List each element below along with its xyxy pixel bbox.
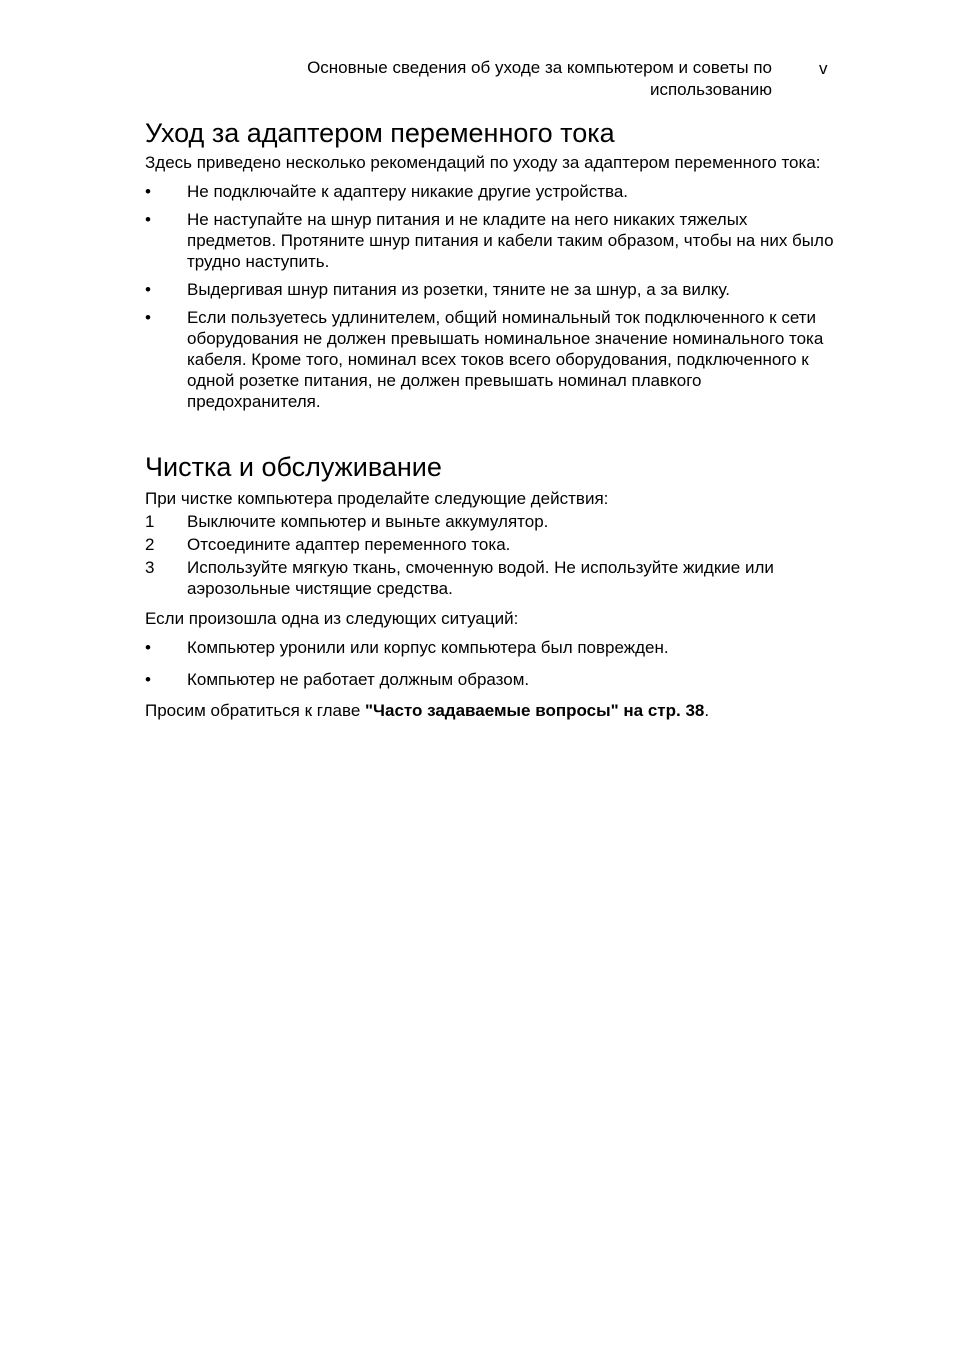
page-number: v [819, 59, 828, 78]
bullet-marker: • [145, 280, 151, 299]
adapter-section [145, 117, 835, 412]
list-item [145, 637, 835, 658]
bullet-marker: • [145, 210, 151, 229]
step-number: 3 [145, 558, 155, 577]
step-text: Используйте мягкую ткань, смоченную водой. Не используйте жидкие или аэрозольные чистящие средства. [187, 558, 774, 598]
list-item-text: Компьютер не работает должным образом. [187, 670, 530, 689]
closing-paragraph [145, 700, 835, 721]
situations-bullet-list [145, 637, 835, 690]
cleaning-intro: При чистке компьютера проделайте следующие действия: [145, 489, 609, 508]
step-number: 1 [145, 512, 155, 531]
closing-prefix: Просим обратиться к главе [145, 701, 365, 720]
cleaning-section [145, 451, 835, 721]
step-item [145, 511, 835, 532]
adapter-bullet-list [145, 181, 835, 412]
situations-intro: Если произошла одна из следующих ситуаций: [145, 609, 519, 628]
step-text: Выключите компьютер и выньте аккумулятор. [187, 512, 549, 531]
list-item-text: Компьютер уронили или корпус компьютера был поврежден. [187, 638, 669, 657]
step-item [145, 534, 835, 555]
faq-cross-reference-link[interactable]: "Часто задаваемые вопросы" на стр. 38 [365, 701, 705, 720]
list-item [145, 669, 835, 690]
step-text: Отсоедините адаптер переменного тока. [187, 535, 511, 554]
list-item-text: Не подключайте к адаптеру никакие другие устройства. [187, 182, 629, 201]
list-item [145, 209, 835, 272]
list-item [145, 307, 835, 412]
cleaning-steps-list [145, 511, 835, 599]
list-item [145, 279, 835, 300]
closing-suffix: . [704, 701, 710, 720]
step-number: 2 [145, 535, 155, 554]
bullet-marker: • [145, 182, 151, 201]
list-item [145, 181, 835, 202]
step-item [145, 557, 835, 599]
bullet-marker: • [145, 638, 151, 657]
adapter-intro: Здесь приведено несколько рекомендаций по уходу за адаптером переменного тока: [145, 153, 821, 172]
running-header: Основные сведения об уходе за компьютером и советы по использованию [307, 58, 772, 99]
list-item-text: Не наступайте на шнур питания и не кладите на него никаких тяжелых предметов. Протяните шнур питания и кабели таким образом, чтобы на них было трудно наступить. [187, 210, 834, 271]
list-item-text: Если пользуетесь удлинителем, общий номинальный ток подключенного к сети оборудования не должен превышать номинальное значение номинального тока кабеля. Кроме того, номинал всех токов всего оборудования, подключенного к одной розетке питания, не должен превышать номинал плавкого предохранителя. [187, 308, 824, 411]
bullet-marker: • [145, 308, 151, 327]
list-item-text: Выдергивая шнур питания из розетки, тяните не за шнур, а за вилку. [187, 280, 730, 299]
bullet-marker: • [145, 670, 151, 689]
section-heading-cleaning: Чистка и обслуживание [145, 452, 442, 482]
section-heading-adapter: Уход за адаптером переменного тока [145, 118, 615, 148]
